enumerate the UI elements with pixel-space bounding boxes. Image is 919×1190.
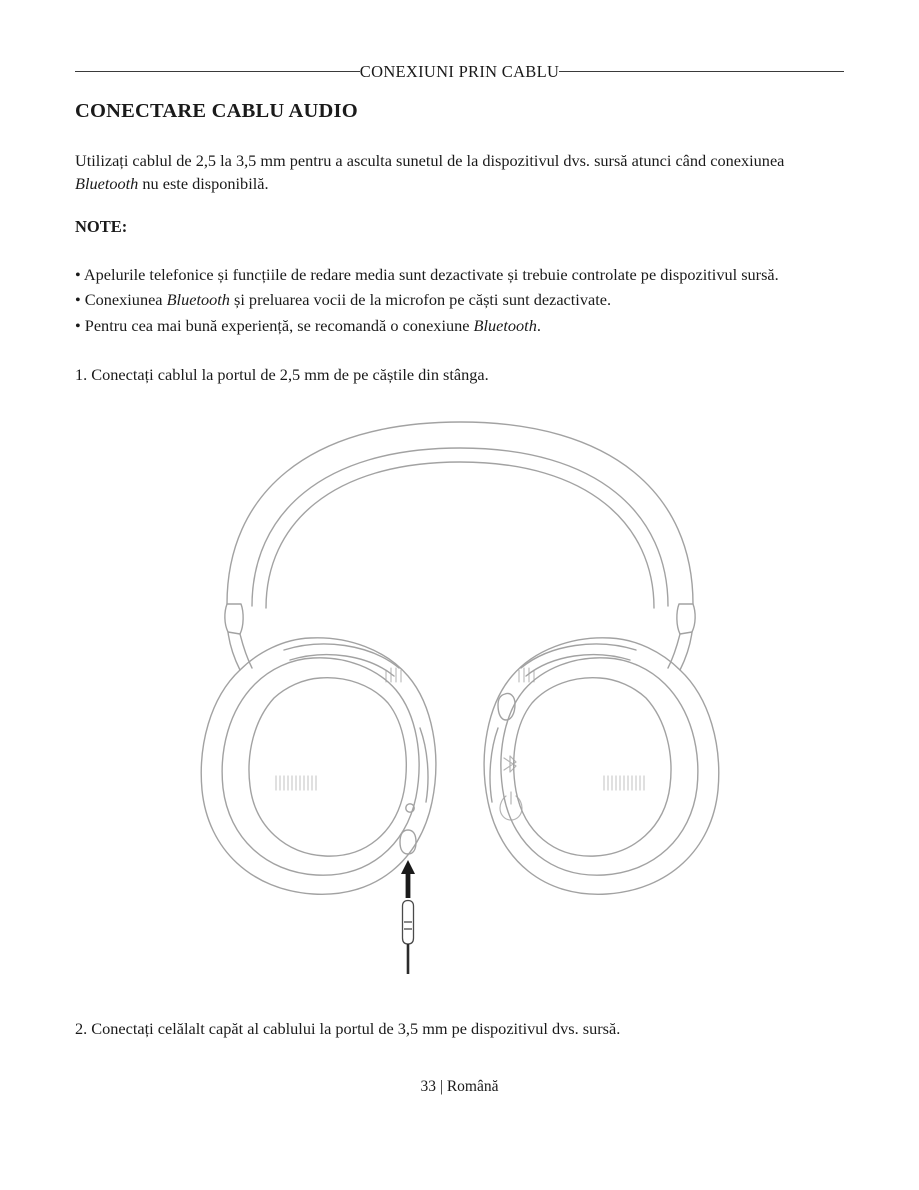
headphones-figure-svg — [180, 398, 740, 978]
audio-cable — [402, 901, 413, 945]
step-1: 1. Conectați cablul la portul de 2,5 mm de pe căștile din stânga. — [75, 364, 489, 384]
notes-list — [75, 263, 847, 336]
notes-heading: NOTE: — [75, 217, 128, 237]
note-item — [75, 314, 847, 337]
note-text-before: • Apelurile telefonice și funcțiile de redare media sunt dezactivate și trebuie controlate pe dispozitivul sursă. — [75, 265, 779, 285]
note-italic: Bluetooth — [473, 315, 537, 335]
running-header — [75, 62, 844, 82]
headphones-illustration — [0, 398, 919, 988]
insertion-arrow — [401, 860, 415, 898]
note-italic: Bluetooth — [166, 290, 230, 310]
intro-text-part1: Utilizați cablul de 2,5 la 3,5 mm pentru a asculta sunetul de la dispozitivul dvs. sursă atunci când conexiunea — [75, 151, 785, 170]
running-header-text: CONEXIUNI PRIN CABLU — [359, 61, 560, 81]
page-footer: 33 | Română — [420, 1078, 499, 1095]
note-text-after: . — [536, 315, 541, 335]
header-rule-right — [559, 70, 844, 72]
page-content — [75, 100, 847, 386]
intro-bluetooth-italic: Bluetooth — [75, 174, 139, 194]
page-title: CONECTARE CABLU AUDIO — [75, 100, 358, 122]
intro-paragraph — [75, 149, 847, 195]
note-text-before: • Pentru cea mai bună experiență, se recomandă o conexiune — [75, 315, 474, 335]
intro-text-part2: nu este disponibilă. — [138, 174, 269, 194]
step-2: 2. Conectați celălalt capăt al cablului la portul de 3,5 mm pe dispozitivul dvs. sursă. — [75, 1019, 621, 1038]
header-rule-left — [75, 70, 360, 72]
note-item — [75, 263, 847, 286]
note-text-after: și preluarea vocii de la microfon pe căști sunt dezactivate. — [229, 290, 612, 310]
note-text-before: • Conexiunea — [75, 290, 167, 310]
note-item — [75, 288, 847, 311]
